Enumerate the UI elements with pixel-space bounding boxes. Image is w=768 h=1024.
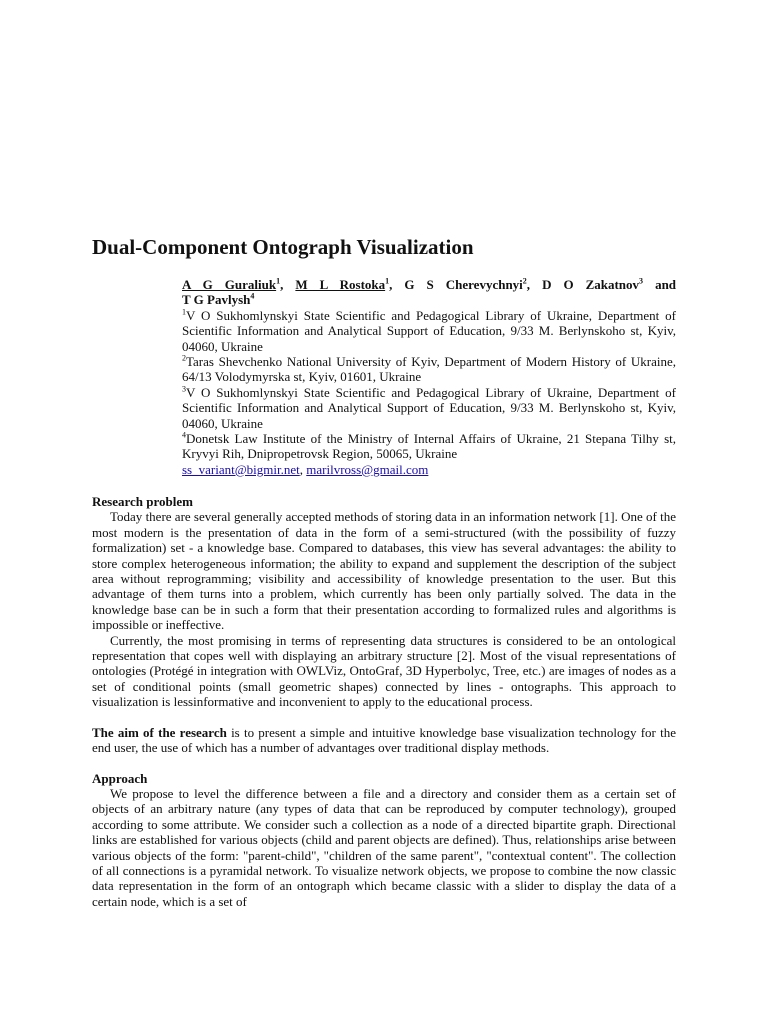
author-superscript: 1 <box>385 276 390 286</box>
email-link[interactable]: marilvross@gmail.com <box>306 461 429 477</box>
author-superscript: 4 <box>250 292 255 302</box>
author-list-continued <box>182 292 676 307</box>
author-and: and <box>655 277 677 292</box>
section-heading-approach: Approach <box>92 770 148 786</box>
email-separator: , <box>299 461 307 477</box>
aim-lead: The aim of the research <box>92 724 227 740</box>
section-spacer <box>92 710 676 725</box>
paper-title: Dual-Component Ontograph Visualization <box>92 235 474 259</box>
paragraph: We propose to level the difference between a file and a directory and consider them as a certain set of objects of an arbitrary nature (any types of data that can be reproduced by computer technology), grouped according to some attribute. We consider such a collection as a node of a directed bipartite graph. Directional links are established for various objects (child and parent objects are defined). Thus, relationships arise between various objects of the form: "parent-child", "children of the same parent", "contextual content". The collection of all connections is a pyramidal network. To visualize network objects, we propose to combine the now classic data representation in the form of an ontograph which became classic with a slider to display the data of a certain node, which is a set of <box>92 785 676 909</box>
contact-emails <box>182 462 676 477</box>
affiliation-superscript: 1 <box>182 307 186 317</box>
section-spacer <box>92 756 676 771</box>
authors-block <box>182 277 676 477</box>
affiliation-text: Donetsk Law Institute of the Ministry of Internal Affairs of Ukraine, 21 Stepana Tilhy st, Kryvyi Rih, Dnipropetrovsk Region, 50065, Ukraine <box>182 431 676 462</box>
affiliation-superscript: 3 <box>182 384 186 394</box>
affiliation-superscript: 4 <box>182 430 186 440</box>
email-link[interactable]: ss_variant@bigmir.net <box>182 461 300 477</box>
affiliation <box>182 385 676 431</box>
author-list <box>182 277 676 292</box>
author-name: D O Zakatnov <box>542 277 640 292</box>
author-superscript: 2 <box>522 276 527 286</box>
affiliation-text: V O Sukhomlynskyi State Scientific and Pedagogical Library of Ukraine, Department of Scientific Information and Analytical Support of Education, 9/33 M. Berlynskoho st, Kyiv, 04060, Ukraine <box>182 384 676 431</box>
paragraph: Today there are several generally accepted methods of storing data in an information network [1]. One of the most modern is the presentation of data in the form of a semi-structured (with the possibility of fuzzy formalization) set - a knowledge base. Compared to databases, this view has several advantages: the ability to store complex heterogeneous information; the ability to expand and supplement the description of the subject area without reprogramming; visibility and accessibility of knowledge presentation to the user. But this advantage of them turns into a problem, which currently has been only partially solved. The data in the knowledge base can be in such a form that their presentation according to formalized rules and algorithms is impossible or ineffective. <box>92 509 676 633</box>
affiliation-superscript: 2 <box>182 353 186 363</box>
paper-body <box>92 494 676 909</box>
aim-paragraph <box>92 725 676 756</box>
affiliation <box>182 354 676 385</box>
author-separator: , <box>280 277 284 292</box>
author-name: M L Rostoka <box>295 277 386 292</box>
section-heading-research-problem: Research problem <box>92 494 193 509</box>
author-superscript: 3 <box>639 276 644 286</box>
author-separator: , <box>389 277 393 292</box>
affiliation <box>182 431 676 462</box>
affiliation-text: Taras Shevchenko National University of Kyiv, Department of Modern History of Ukraine, 64/13 Volodymyrska st, Kyiv, 01601, Ukraine <box>182 354 676 385</box>
author-name: G S Cherevychnyi <box>404 277 523 292</box>
author-name: A G Guraliuk <box>182 277 277 292</box>
author-separator: , <box>526 277 531 292</box>
aim-text: is to present a simple and intuitive knowledge base visualization technology for the end user, the use of which has a number of advantages over traditional display methods. <box>92 724 676 756</box>
author-name: T G Pavlysh <box>182 292 251 308</box>
affiliation <box>182 308 676 354</box>
affiliation-text: V O Sukhomlynskyi State Scientific and Pedagogical Library of Ukraine, Department of Scientific Information and Analytical Support of Education, 9/33 M. Berlynskoho st, Kyiv, 04060, Ukraine <box>182 307 676 354</box>
paragraph: Currently, the most promising in terms of representing data structures is considered to be an ontological representation that copes well with displaying an arbitrary structure [2]. Most of the visual representations of ontologies (Protégé in integration with OWLViz, OntoGraf, 3D Hyperbolyc, Tree, etc.) are images of nodes as a set of conditional points (small geometric shapes) connected by lines - ontographs. This approach to visualization is lessinformative and inconvenient to apply to the educational process. <box>92 632 676 710</box>
author-superscript: 1 <box>276 276 281 286</box>
